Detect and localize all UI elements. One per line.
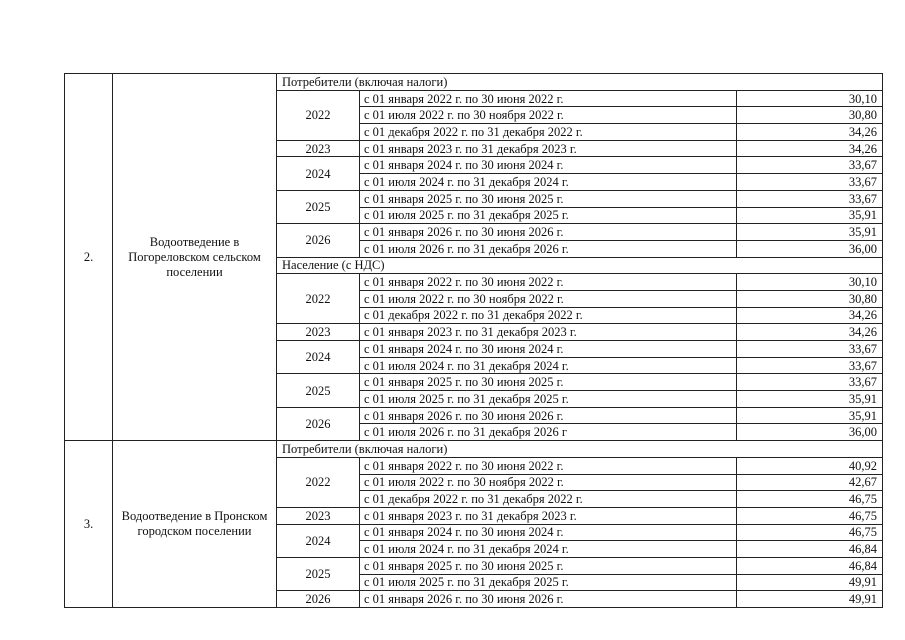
period-cell: с 01 января 2026 г. по 30 июня 2026 г. [360,224,737,241]
tariff-value-cell: 42,67 [737,474,883,491]
tariff-value-cell: 33,67 [737,190,883,207]
period-cell: с 01 июля 2025 г. по 31 декабря 2025 г. [360,391,737,408]
year-cell: 2024 [277,341,360,374]
tariff-value-cell: 33,67 [737,174,883,191]
tariff-value-cell: 33,67 [737,157,883,174]
period-cell: с 01 января 2026 г. по 30 июня 2026 г. [360,591,737,608]
period-cell: с 01 января 2026 г. по 30 июня 2026 г. [360,407,737,424]
year-cell: 2023 [277,140,360,157]
period-cell: с 01 января 2024 г. по 30 июня 2024 г. [360,341,737,358]
year-cell: 2023 [277,507,360,524]
period-cell: с 01 января 2025 г. по 30 июня 2025 г. [360,374,737,391]
tariff-value-cell: 30,10 [737,90,883,107]
period-cell: с 01 июля 2022 г. по 30 ноября 2022 г. [360,290,737,307]
consumer-group-label: Потребители (включая налоги) [277,74,883,91]
section-number: 3. [65,441,113,608]
consumer-group-label: Потребители (включая налоги) [277,441,883,458]
tariff-table [64,73,883,608]
period-cell: с 01 июля 2024 г. по 31 декабря 2024 г. [360,174,737,191]
tariff-value-cell: 46,75 [737,491,883,508]
period-cell: с 01 декабря 2022 г. по 31 декабря 2022 г. [360,124,737,141]
service-name: Водоотведение в Пронском городском поселении [113,441,277,608]
tariff-value-cell: 46,84 [737,557,883,574]
year-cell: 2023 [277,324,360,341]
period-cell: с 01 января 2025 г. по 30 июня 2025 г. [360,190,737,207]
tariff-value-cell: 34,26 [737,324,883,341]
tariff-value-cell: 36,00 [737,240,883,257]
period-cell: с 01 июля 2022 г. по 30 ноября 2022 г. [360,107,737,124]
tariff-value-cell: 34,26 [737,307,883,324]
period-cell: с 01 июля 2024 г. по 31 декабря 2024 г. [360,541,737,558]
period-cell: с 01 июля 2022 г. по 30 ноября 2022 г. [360,474,737,491]
period-cell: с 01 июля 2026 г. по 31 декабря 2026 г [360,424,737,441]
tariff-table-body [65,74,883,608]
tariff-value-cell: 30,80 [737,290,883,307]
tariff-value-cell: 46,75 [737,524,883,541]
year-cell: 2022 [277,90,360,140]
tariff-value-cell: 35,91 [737,207,883,224]
period-cell: с 01 января 2024 г. по 30 июня 2024 г. [360,524,737,541]
period-cell: с 01 января 2025 г. по 30 июня 2025 г. [360,557,737,574]
year-cell: 2024 [277,524,360,557]
period-cell: с 01 января 2023 г. по 31 декабря 2023 г. [360,324,737,341]
tariff-value-cell: 40,92 [737,457,883,474]
tariff-value-cell: 36,00 [737,424,883,441]
service-name: Водоотведение в Погореловском сельском поселении [113,74,277,441]
tariff-value-cell: 33,67 [737,357,883,374]
year-cell: 2026 [277,224,360,257]
period-cell: с 01 июля 2026 г. по 31 декабря 2026 г. [360,240,737,257]
tariff-value-cell: 35,91 [737,391,883,408]
period-cell: с 01 июля 2024 г. по 31 декабря 2024 г. [360,357,737,374]
tariff-value-cell: 30,80 [737,107,883,124]
year-cell: 2024 [277,157,360,190]
tariff-value-cell: 30,10 [737,274,883,291]
tariff-value-cell: 34,26 [737,140,883,157]
tariff-value-cell: 33,67 [737,374,883,391]
year-cell: 2026 [277,591,360,608]
year-cell: 2025 [277,374,360,407]
period-cell: с 01 декабря 2022 г. по 31 декабря 2022 г. [360,491,737,508]
tariff-value-cell: 46,75 [737,507,883,524]
section-number: 2. [65,74,113,441]
tariff-value-cell: 33,67 [737,341,883,358]
tariff-value-cell: 35,91 [737,224,883,241]
period-cell: с 01 января 2023 г. по 31 декабря 2023 г. [360,140,737,157]
year-cell: 2025 [277,190,360,223]
group-header-row [65,441,883,458]
year-cell: 2025 [277,557,360,590]
consumer-group-label: Население (с НДС) [277,257,883,274]
period-cell: с 01 декабря 2022 г. по 31 декабря 2022 г. [360,307,737,324]
tariff-value-cell: 46,84 [737,541,883,558]
year-cell: 2026 [277,407,360,440]
period-cell: с 01 января 2022 г. по 30 июня 2022 г. [360,457,737,474]
period-cell: с 01 июля 2025 г. по 31 декабря 2025 г. [360,207,737,224]
year-cell: 2022 [277,457,360,507]
year-cell: 2022 [277,274,360,324]
tariff-value-cell: 34,26 [737,124,883,141]
group-header-row [65,74,883,91]
tariff-value-cell: 35,91 [737,407,883,424]
period-cell: с 01 января 2024 г. по 30 июня 2024 г. [360,157,737,174]
period-cell: с 01 июля 2025 г. по 31 декабря 2025 г. [360,574,737,591]
tariff-value-cell: 49,91 [737,574,883,591]
period-cell: с 01 января 2022 г. по 30 июня 2022 г. [360,90,737,107]
tariff-value-cell: 49,91 [737,591,883,608]
period-cell: с 01 января 2023 г. по 31 декабря 2023 г. [360,507,737,524]
period-cell: с 01 января 2022 г. по 30 июня 2022 г. [360,274,737,291]
